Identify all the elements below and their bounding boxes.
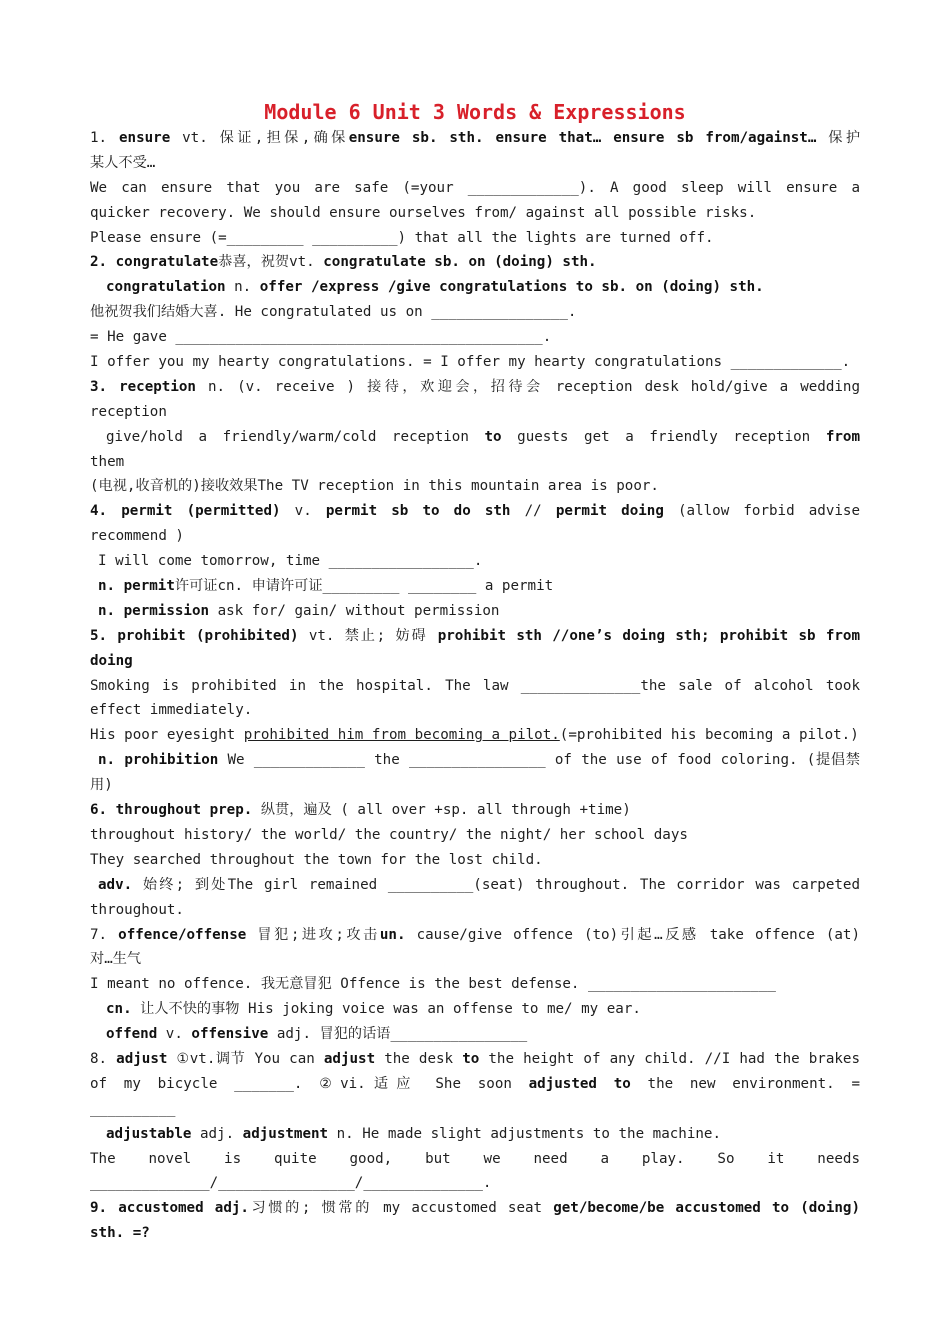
text-line [90,1147,860,1172]
text-segment: I will come tomorrow, time _________________. [98,553,483,570]
text-segment: 习惯的; 惯常的 my accustomed seat [248,1200,554,1217]
text-segment: 用) [90,777,113,794]
text-line [90,723,860,748]
text-line [90,325,860,350]
text-segment: 6. throughout prep. [90,802,253,819]
text-segment: (=prohibited his becoming a pilot.) [559,727,859,744]
text-line [90,549,860,574]
text-segment: doing [90,652,133,669]
text-line [90,947,860,972]
text-segment: n. prohibition [98,752,219,769]
text-segment: adj. 冒犯的话语________________ [268,1026,528,1043]
text-line [90,599,860,624]
text-line [90,499,860,524]
text-segment: I offer you my hearty congratulations. = I offer my hearty congratulations _____________. [90,354,851,371]
text-segment: permit doing [555,503,664,520]
text-line [90,1072,860,1097]
text-line [90,1171,860,1196]
text-segment: adjust [323,1050,376,1067]
text-line [90,126,860,151]
text-segment: 纵贯，遍及 ( all over +sp. all through +time) [252,802,631,819]
text-segment: ensure [118,130,171,146]
text-segment: We _____________ the ________________ of the use of food coloring. (提倡禁 [218,752,860,769]
text-line [90,923,860,948]
page-title: Module 6 Unit 3 Words & Expressions [264,100,686,124]
text-line [90,997,860,1022]
text-segment: them [90,453,125,470]
text-line [90,848,860,873]
text-segment: 冒犯;进攻;攻击 [246,926,380,943]
document-page [90,98,860,1246]
text-segment: 始终; 到处The girl remained __________(seat) throughout. The corridor was carpeted [132,876,860,893]
text-line [90,350,860,375]
text-segment: un. [379,926,406,943]
text-segment: (电视,收音机的)接收效果The TV reception in this mountain area is poor. [90,478,659,495]
text-segment: 某人不受… [90,154,156,171]
text-segment: ensure sb. sth. ensure that… ensure sb from/against… [348,130,817,146]
text-line [90,450,860,475]
text-line [90,624,860,649]
text-line [90,524,860,549]
text-segment: (permitted) [186,503,281,520]
text-line [90,1022,860,1047]
text-segment: throughout. [90,901,184,918]
text-segment: adjust [116,1050,168,1067]
text-line [90,425,860,450]
text-segment: // [510,503,556,520]
text-line [90,375,860,400]
text-line [90,649,860,674]
text-segment: 2. congratulate [90,254,219,271]
text-segment: offend [106,1026,158,1043]
text-segment: adjustable [106,1125,192,1142]
text-segment: to [462,1050,480,1067]
text-line [90,275,860,300]
text-line [90,574,860,599]
text-line [90,474,860,499]
text-segment: 7. [90,926,119,943]
text-segment: adv. [98,876,133,893]
text-segment: prohibit sth //one’s doing sth; prohibit sb from [437,627,860,644]
text-segment: 1. [90,130,119,146]
text-segment: v. [280,503,326,520]
text-segment: n. permission [98,602,210,619]
text-line [90,748,860,773]
text-segment: cause/give offence (to)引起…反感 take offence (at) [405,926,860,943]
text-segment: 4. permit [90,503,173,520]
text-segment: They searched throughout the town for the lost child. [90,851,543,868]
text-line [90,1122,860,1147]
text-line [90,873,860,898]
text-segment: vt. 禁止; 妨碍 [298,627,438,644]
text-segment: (allow forbid advise [663,503,860,520]
text-line [90,1221,860,1246]
text-segment: effect immediately. [90,702,253,719]
text-segment: Please ensure (=_________ __________) that all the lights are turned off. [90,229,714,246]
text-line [90,300,860,325]
text-segment: n. He made slight adjustments to the machine. [328,1125,722,1142]
text-segment: __________ [90,1100,176,1117]
text-line [90,176,860,201]
text-segment [172,503,186,519]
text-segment: the desk [375,1050,463,1067]
text-line [90,250,860,275]
text-segment: adj. [191,1125,243,1142]
text-segment: offensive [191,1026,269,1043]
text-segment: ______________/________________/______________. [90,1175,492,1192]
text-segment: from [825,428,860,445]
text-segment: recommend ) [90,528,184,545]
text-line [90,898,860,923]
text-segment: 保护 [816,130,860,146]
text-segment: 恭喜，祝贺vt. [218,254,324,271]
text-segment: guests get a friendly reception [501,428,826,445]
text-segment: 3. reception [90,378,196,395]
text-line [90,972,860,997]
text-segment: to [484,428,502,445]
text-segment: 9. accustomed adj. [90,1200,249,1217]
text-line [90,798,860,823]
text-segment: ask for/ gain/ without permission [209,602,500,619]
text-segment: We can ensure that you are safe (=your _____________). A good sleep will ensure a [90,179,860,196]
document-body [90,126,860,1246]
text-segment: v. [157,1026,192,1043]
text-segment: throughout history/ the world/ the country/ the night/ her school days [90,826,688,843]
text-segment: = He gave ___________________________________________. [90,329,552,346]
text-segment: get/become/be accustomed to (doing) [553,1200,860,1217]
text-line [90,201,860,226]
text-segment: offence/offense [118,926,247,943]
text-line [90,400,860,425]
text-segment: n. permit [98,578,175,595]
text-segment: congratulate sb. on (doing) sth. [323,254,597,271]
text-line [90,1196,860,1221]
text-segment: quicker recovery. We should ensure ourselves from/ against all possible risks. [90,204,757,221]
text-segment: 对…生气 [90,951,142,968]
text-segment: the new environment. = [630,1075,860,1092]
text-line [90,1097,860,1122]
text-segment: The novel is quite good, but we need a play. So it needs [90,1150,860,1167]
text-segment: cn. [106,1001,132,1018]
text-segment: vt. 保证,担保,确保 [170,130,349,146]
text-segment: n. [225,279,260,296]
text-segment: give/hold a friendly/warm/cold reception [106,428,485,445]
text-line [90,226,860,251]
text-segment: adjusted to [528,1075,631,1092]
text-segment: I meant no offence. 我无意冒犯 Offence is the best defense. ______________________ [90,976,776,993]
text-segment: n. (v. receive ) 接待，欢迎会，招待会 reception desk hold/give a wedding [195,378,860,395]
text-segment: adjustment [242,1125,329,1142]
text-segment: 许可证cn. 申请许可证_________ ________ a permit [174,578,554,595]
text-segment: reception [90,403,167,420]
text-segment: 8. [90,1050,117,1067]
text-line [90,1047,860,1072]
text-segment: ①vt.调节 You can [167,1050,324,1067]
text-segment: 5. prohibit (prohibited) [90,627,299,644]
text-segment: prohibited him from becoming a pilot. [243,727,560,744]
text-line [90,698,860,723]
text-segment: His poor eyesight [90,727,244,744]
text-line [90,823,860,848]
text-segment: permit sb to do sth [325,503,511,520]
text-segment: congratulation [106,279,226,296]
text-segment: sth. =? [90,1225,150,1242]
text-line [90,674,860,699]
text-segment: 让人不快的事物 His joking voice was an offense to me/ my ear. [131,1001,641,1018]
text-segment: Smoking is prohibited in the hospital. The law ______________the sale of alcohol took [90,677,860,694]
text-line [90,773,860,798]
text-segment: offer /express /give congratulations to sb. on (doing) sth. [259,279,764,296]
text-segment: 他祝贺我们结婚大喜. He congratulated us on ________________. [90,304,577,321]
text-segment: the height of any child. //I had the brakes [479,1050,860,1067]
text-line [90,151,860,176]
text-segment: of my bicycle _______. ②vi.适应 She soon [90,1075,529,1092]
